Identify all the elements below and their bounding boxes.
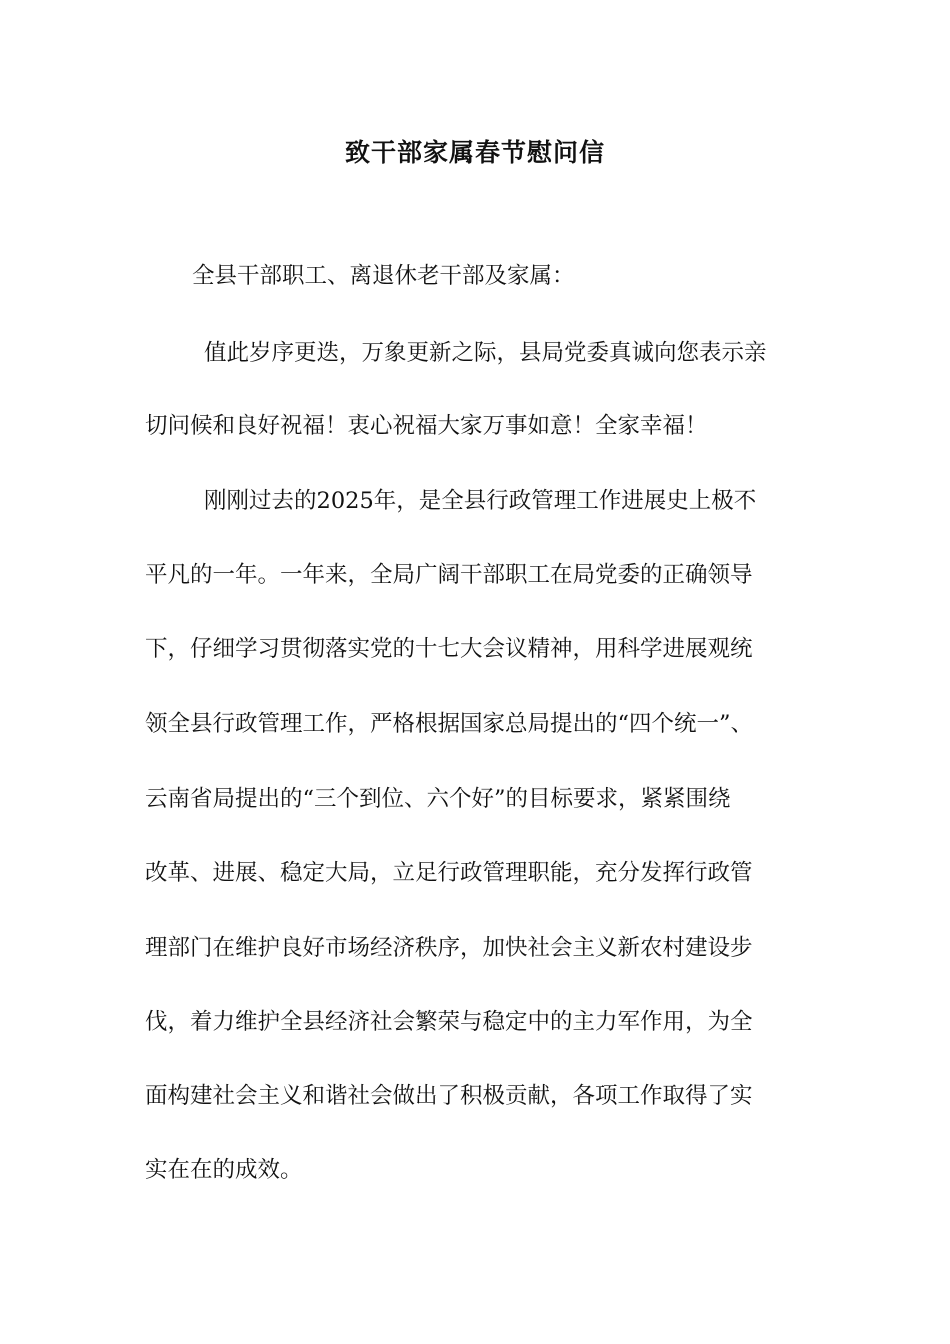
- body-line-4: 平凡的一年。一年来，全局广阔干部职工在局党委的正确领导: [145, 562, 753, 588]
- body-line-12: 实在在的成效。: [145, 1157, 303, 1183]
- letter-title: 致干部家属春节慰问信: [344, 138, 605, 167]
- body-line-6: 领全县行政管理工作，严格根据国家总局提出的“四个统一”、: [145, 711, 754, 737]
- body-line-3: 刚刚过去的2025年，是全县行政管理工作进展史上极不: [204, 488, 757, 514]
- body-line-10: 伐，着力维护全县经济社会繁荣与稳定中的主力军作用，为全: [145, 1009, 753, 1035]
- body-line-2: 切问候和良好祝福！衷心祝福大家万事如意！全家幸福！: [145, 413, 708, 439]
- body-line-7: 云南省局提出的“三个到位、六个好”的目标要求，紧紧围绕: [145, 786, 731, 812]
- body-line-5: 下，仔细学习贯彻落实党的十七大会议精神，用科学进展观统: [145, 636, 753, 662]
- body-line-1: 值此岁序更迭，万象更新之际，县局党委真诚向您表示亲: [204, 340, 767, 366]
- body-line-9: 理部门在维护良好市场经济秩序，加快社会主义新农村建设步: [145, 935, 753, 961]
- body-line-8: 改革、进展、稳定大局，立足行政管理职能，充分发挥行政管: [145, 860, 753, 886]
- letter-salutation: 全县干部职工、离退休老干部及家属：: [192, 263, 575, 289]
- body-line-11: 面构建社会主义和谐社会做出了积极贡献，各项工作取得了实: [145, 1083, 753, 1109]
